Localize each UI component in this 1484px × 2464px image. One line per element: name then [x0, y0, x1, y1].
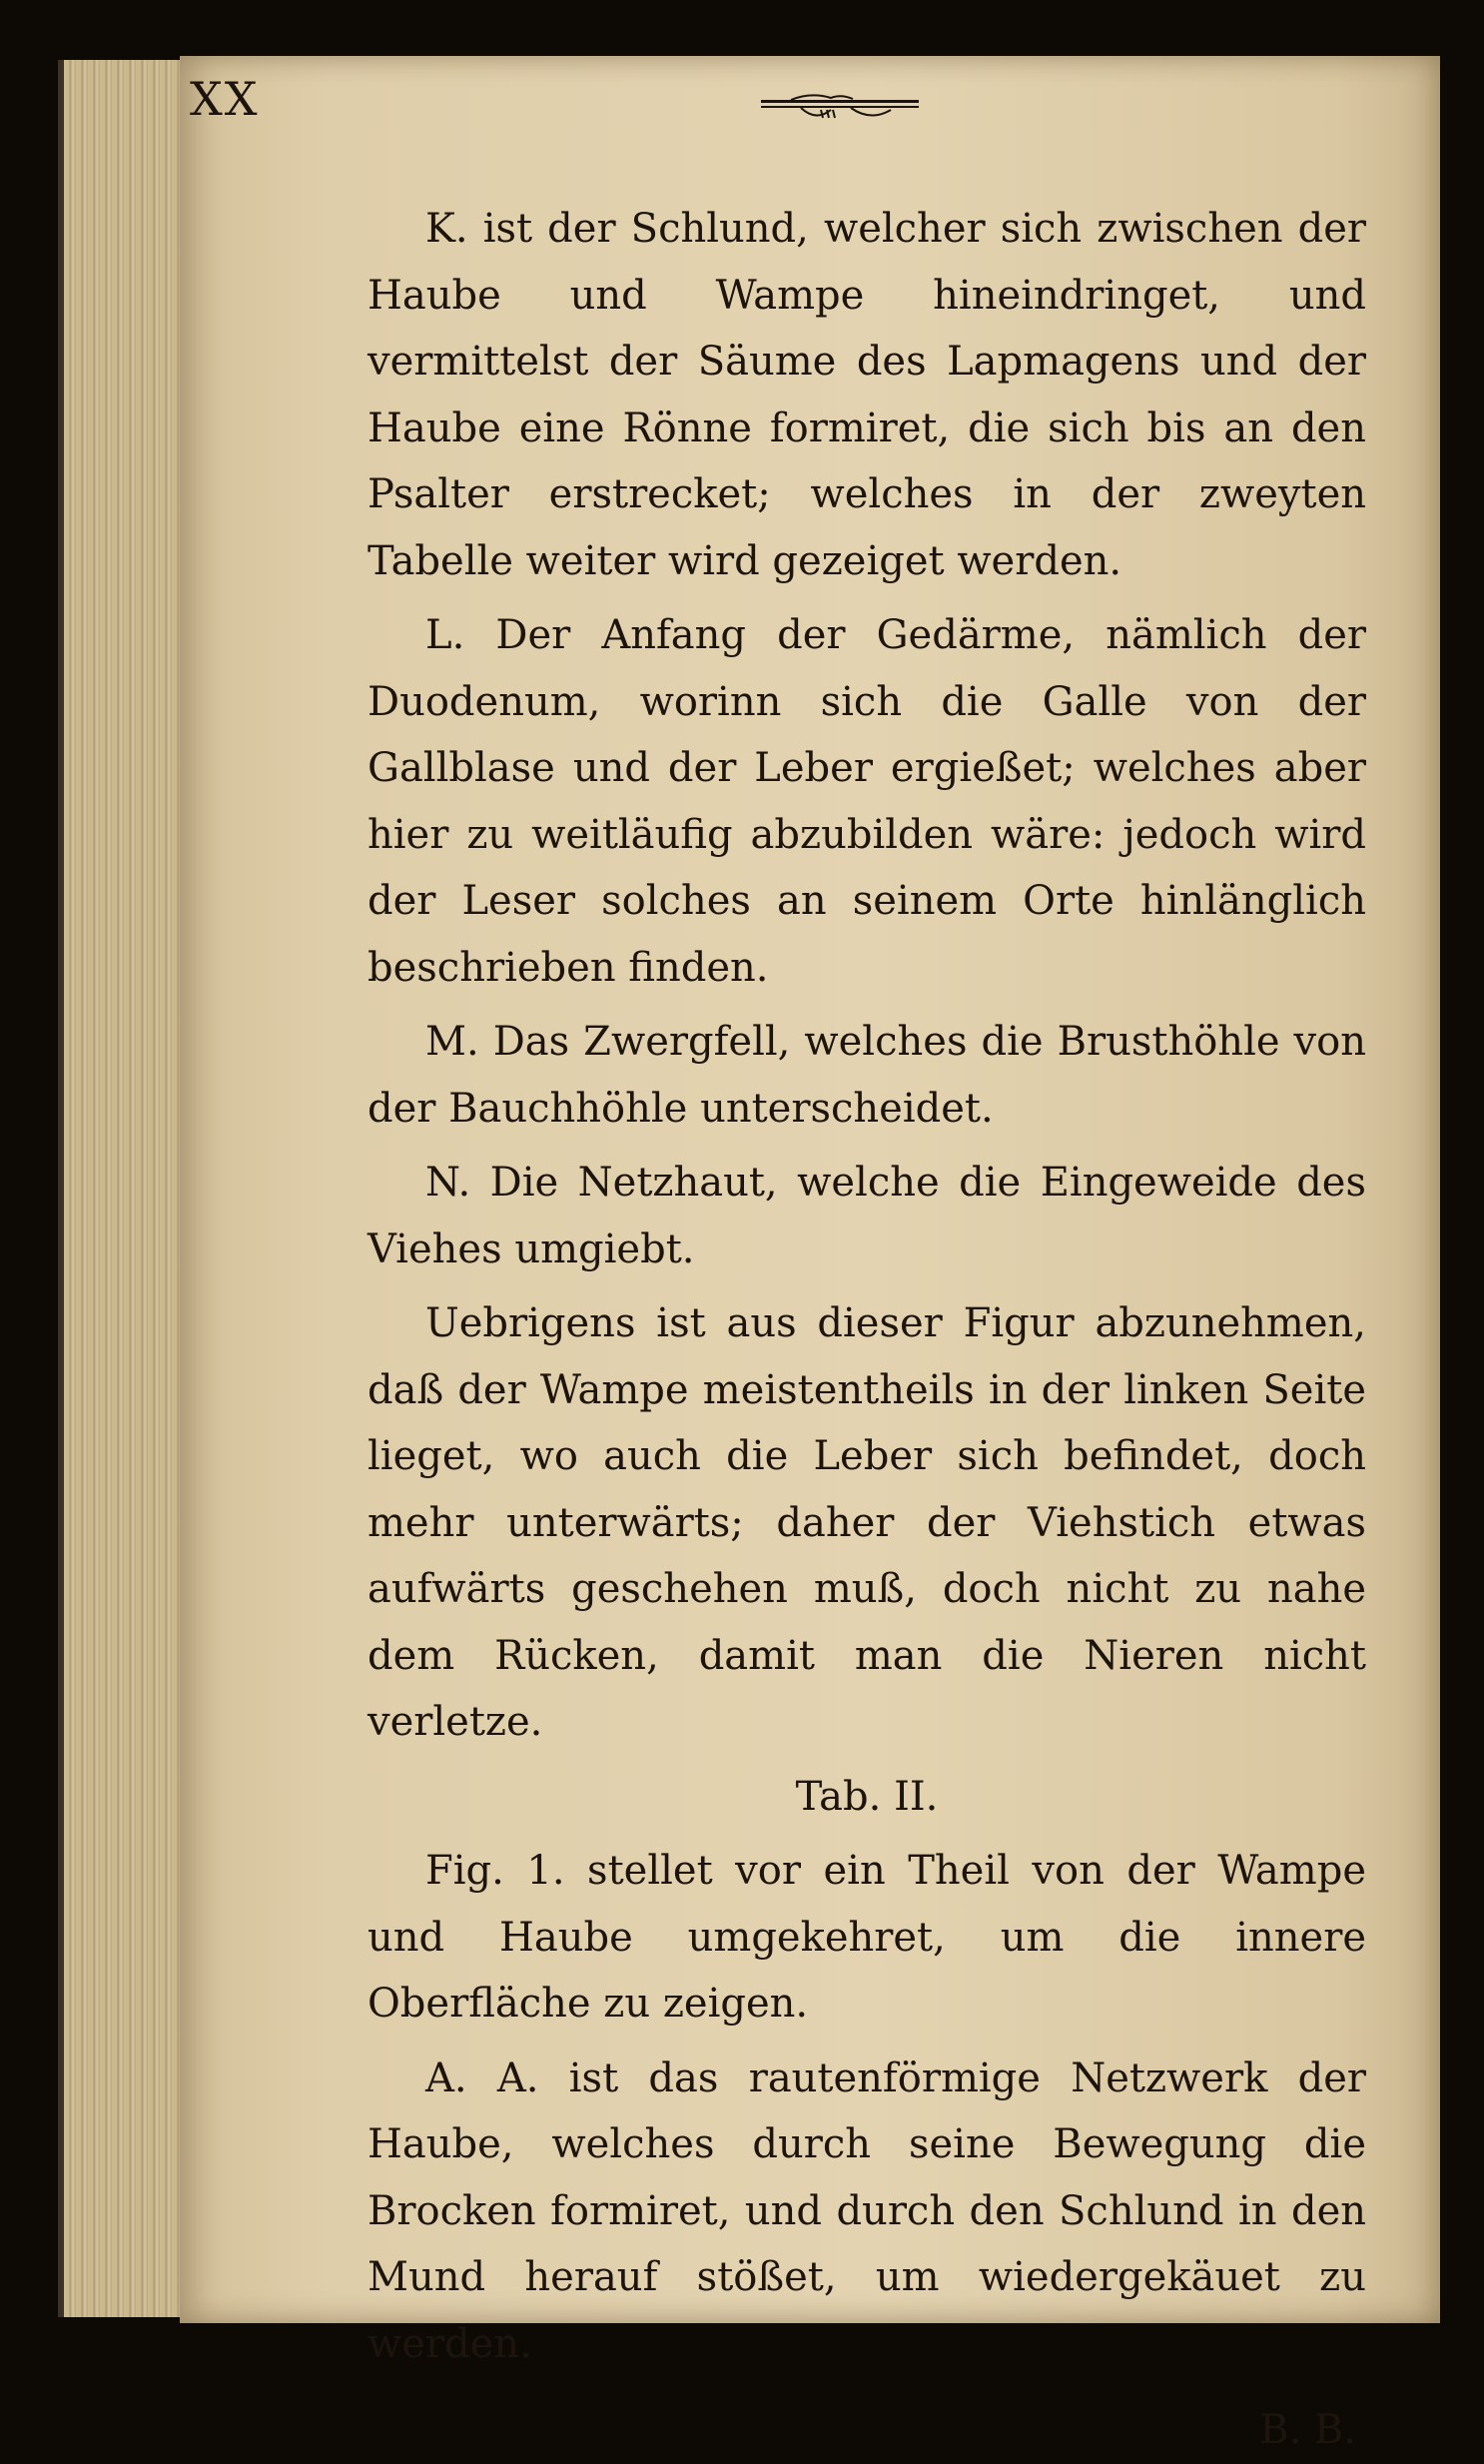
paragraph-k: K. ist der Schlund, welcher sich zwischen der Haube und Wampe hineindringet, und vermittelst der Säume des Lapmagens und der Haube eine Rönne formiret, die sich bis an den Psalter erstrecket; welches in der zweyten Tabelle weiter wird gezeiget werden.: [368, 206, 1366, 584]
paragraph-m: M. Das Zwergfell, welches die Brusthöhle von der Bauchhöhle unterscheidet.: [368, 1019, 1366, 1132]
page-header: [190, 72, 1198, 152]
paragraph-uebrigens: Uebrigens ist aus dieser Figur abzunehmen, daß der Wampe meistentheils in der linken Seite lieget, wo auch die Leber sich befindet, doch mehr unterwärts; daher der Viehstich etwas aufwärts geschehen muß, doch nicht zu nahe dem Rücken, damit man die Nieren nicht verletze.: [368, 1300, 1366, 1745]
paragraph-a-a: A. A. ist das rautenförmige Netzwerk der Haube, welches durch seine Bewegung die Brocken formiret, und durch den Schlund in den Mund herauf stößet, um wiedergekäuet zu werden.: [368, 2054, 1366, 2367]
catchword: B. B.: [1259, 2407, 1356, 2453]
paragraph-n: N. Die Netzhaut, welche die Eingeweide des Viehes umgiebt.: [368, 1160, 1366, 1272]
header-ornament-icon: [761, 92, 919, 126]
page-body-text: [368, 196, 1366, 2464]
page-number: XX: [190, 72, 260, 126]
paragraph-fig-1: Fig. 1. stellet vor ein Theil von der Wampe und Haube umgekehret, um die innere Oberfläche zu zeigen.: [368, 1848, 1366, 2027]
section-heading: Tab. II.: [795, 1773, 939, 1820]
paragraph-l: L. Der Anfang der Gedärme, nämlich der Duodenum, worinn sich die Galle von der Gallblase und der Leber ergießet; welches aber hier zu weitläufig abzubilden wäre: jedoch wird der Leser solches an seinem Orte hinlänglich beschrieben finden.: [368, 612, 1366, 991]
